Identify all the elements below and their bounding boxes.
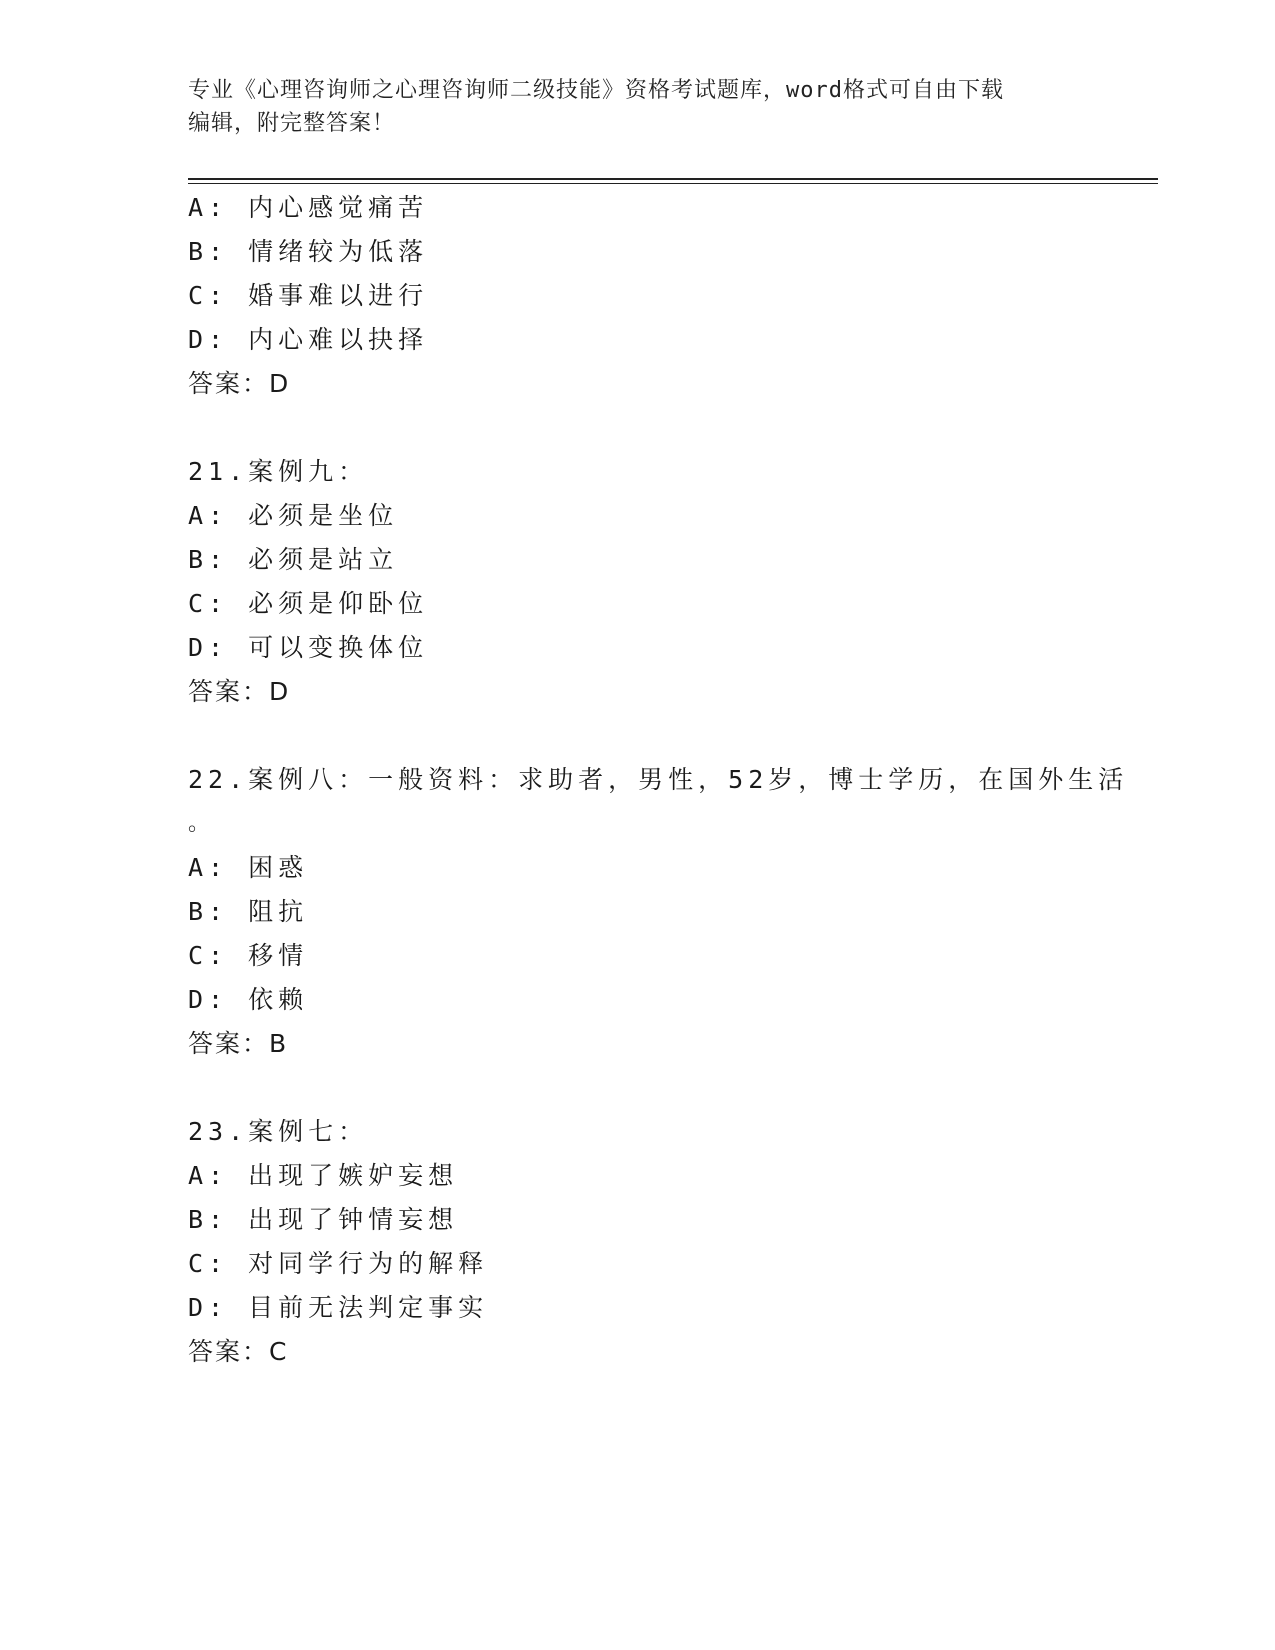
q23-answer: 答案：C bbox=[188, 1337, 289, 1366]
q22-option-c: C: 移情 bbox=[188, 941, 309, 970]
q21-option-d: D: 可以变换体位 bbox=[188, 633, 429, 662]
q22-answer: 答案：B bbox=[188, 1029, 289, 1058]
q21-answer: 答案：D bbox=[188, 677, 291, 706]
option-d: D: 内心难以抉择 bbox=[188, 325, 429, 354]
option-a: A: 内心感觉痛苦 bbox=[188, 193, 429, 222]
question-21: 21.案例九： bbox=[188, 457, 369, 486]
header-line-1: 专业《心理咨询师之心理咨询师二级技能》资格考试题库，word格式可自由下载 bbox=[188, 78, 1004, 103]
q22-option-a: A: 困惑 bbox=[188, 853, 309, 882]
option-c: C: 婚事难以进行 bbox=[188, 281, 429, 310]
q23-option-b: B: 出现了钟情妄想 bbox=[188, 1205, 459, 1234]
question-23: 23.案例七： bbox=[188, 1117, 369, 1146]
answer: 答案：D bbox=[188, 369, 291, 398]
q22-option-b: B: 阻抗 bbox=[188, 897, 309, 926]
q23-option-d: D: 目前无法判定事实 bbox=[188, 1293, 489, 1322]
header-divider-thin bbox=[188, 183, 1158, 184]
q21-option-c: C: 必须是仰卧位 bbox=[188, 589, 429, 618]
question-22-continuation: 。 bbox=[188, 811, 216, 836]
q21-option-a: A: 必须是坐位 bbox=[188, 501, 399, 530]
question-22: 22.案例八：一般资料：求助者，男性，52岁，博士学历，在国外生活 bbox=[188, 765, 1129, 794]
q23-option-c: C: 对同学行为的解释 bbox=[188, 1249, 489, 1278]
header-line-2: 编辑，附完整答案！ bbox=[188, 111, 396, 136]
document-header bbox=[188, 74, 1088, 140]
q22-option-d: D: 依赖 bbox=[188, 985, 309, 1014]
header-divider bbox=[188, 178, 1158, 180]
q23-option-a: A: 出现了嫉妒妄想 bbox=[188, 1161, 459, 1190]
q21-option-b: B: 必须是站立 bbox=[188, 545, 399, 574]
option-b: B: 情绪较为低落 bbox=[188, 237, 429, 266]
